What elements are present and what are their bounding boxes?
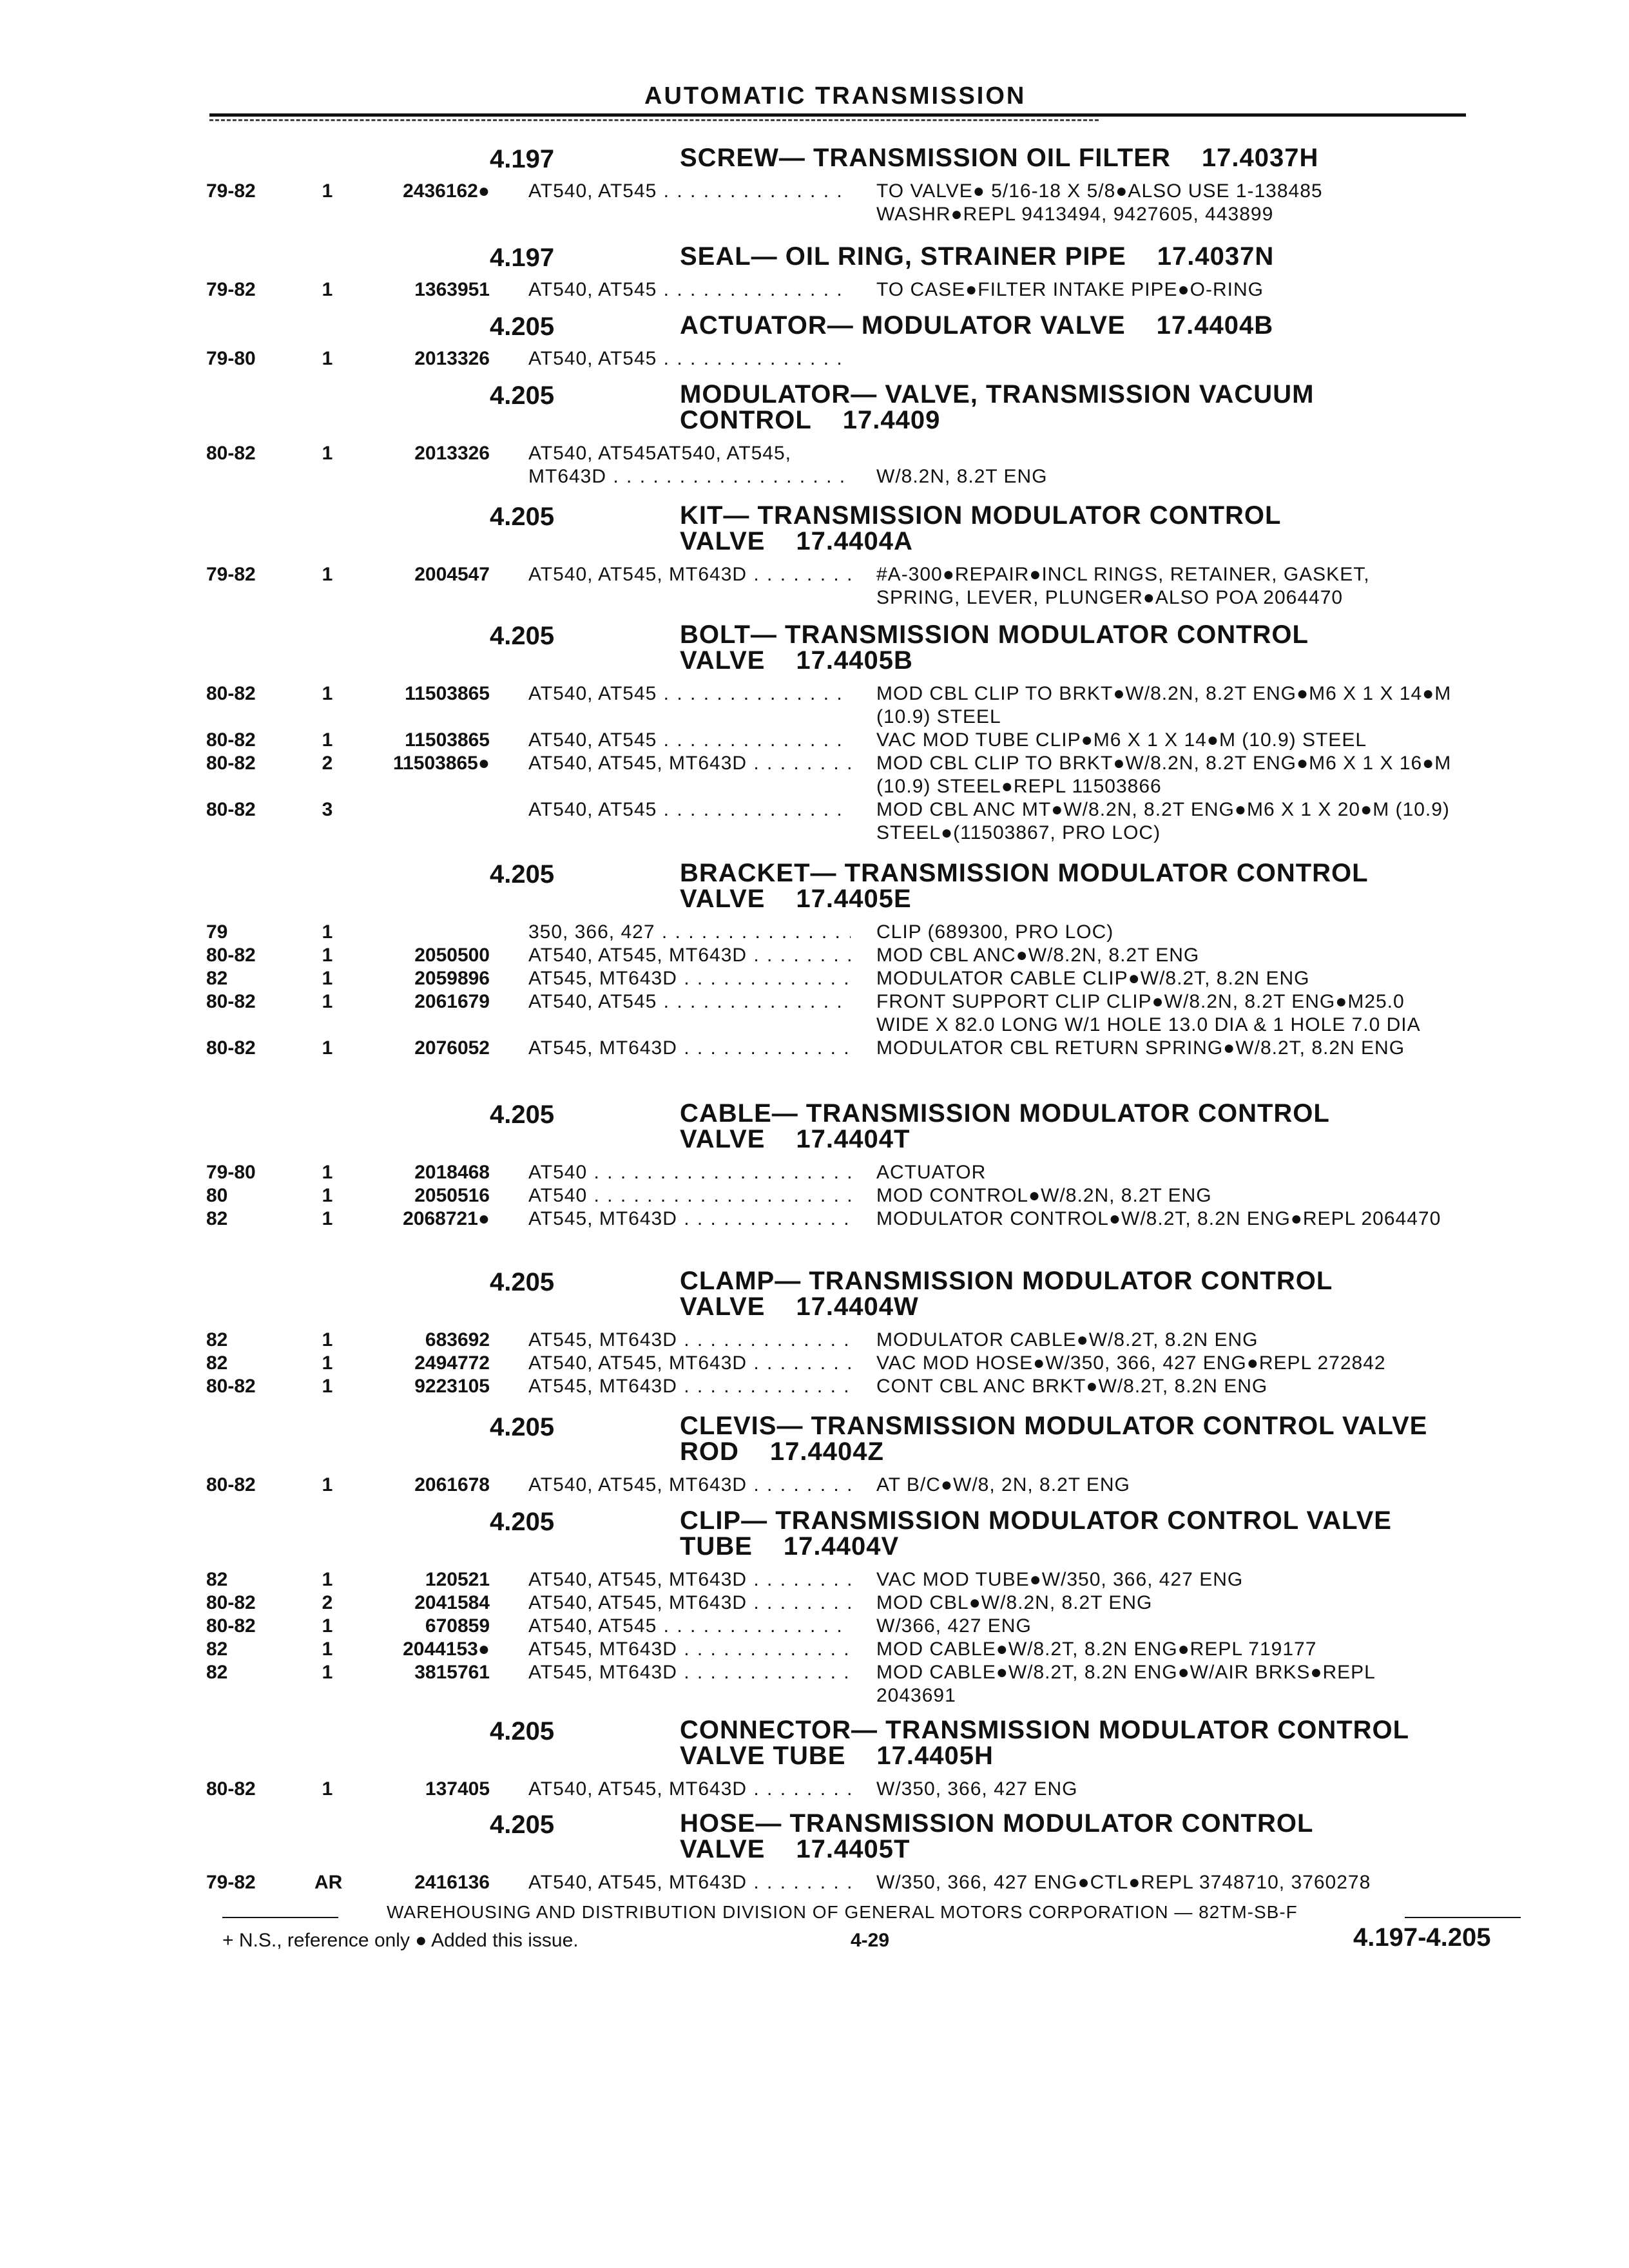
footer-text: WAREHOUSING AND DISTRIBUTION DIVISION OF GENERAL MOTORS CORPORATION — 82TM-SB-F [387, 1902, 1298, 1922]
table-row [206, 465, 1521, 488]
qty-cell: 1 [322, 991, 333, 1012]
model-cell: AT540, AT545, MT643D . . . [528, 752, 851, 775]
table-row [206, 1352, 1521, 1375]
qty-cell: 1 [322, 1615, 333, 1637]
description-cell: MOD CABLE●W/8.2T, 8.2N ENG●W/AIR BRKS●REPL 2043691 [876, 1662, 1375, 1706]
year-cell: 80-82 [206, 753, 256, 774]
qty-cell: 2 [322, 753, 333, 774]
section-header [206, 503, 1521, 554]
table-row [206, 921, 1521, 944]
part-number-cell: 2013326 [414, 348, 490, 369]
year-cell: 79 [206, 921, 228, 943]
model-cell: AT540, AT545 . . . [528, 278, 851, 302]
year-cell: 80-82 [206, 1592, 256, 1613]
section-title [680, 860, 1492, 912]
year-cell: 79-82 [206, 564, 256, 585]
section-title [680, 1413, 1492, 1465]
year-cell: 79-80 [206, 1162, 256, 1183]
table-row [206, 278, 1521, 302]
qty-cell: 1 [322, 1474, 333, 1495]
model-cell: AT540, AT545, MT643D . . . [528, 563, 851, 586]
year-cell: 79-80 [206, 348, 256, 369]
section [206, 381, 1521, 488]
section-code: 17.4404T [796, 1125, 911, 1153]
table-row [206, 682, 1521, 729]
part-number-cell: 1363951 [414, 279, 490, 300]
description-cell: MOD CBL ANC●W/8.2N, 8.2T ENG [876, 945, 1200, 966]
table-row [206, 990, 1521, 1037]
model-cell: AT540, AT545, MT643D . . . [528, 1568, 851, 1591]
section-header [206, 1508, 1521, 1559]
year-cell: 80-82 [206, 729, 256, 751]
part-number-cell: 2059896 [414, 968, 490, 989]
year-cell: 80-82 [206, 1474, 256, 1495]
section-rows [206, 278, 1521, 302]
description-cell: ACTUATOR [876, 1162, 987, 1183]
description-cell [876, 347, 1456, 370]
qty-cell: 1 [322, 443, 333, 464]
part-number-cell: 2044153● [403, 1639, 490, 1660]
section-title [680, 1268, 1492, 1320]
section-header [206, 1413, 1521, 1465]
table-row [206, 1329, 1521, 1352]
section-title-text: HOSE— TRANSMISSION MODULATOR CONTROL VALVE [680, 1809, 1313, 1863]
qty-cell: 1 [322, 1376, 333, 1397]
section-code: 17.4405T [796, 1835, 911, 1863]
qty-cell: 1 [322, 1208, 333, 1229]
table-row [206, 1615, 1521, 1638]
section [206, 1100, 1521, 1231]
section-header [206, 145, 1521, 171]
description-cell: MOD CBL ANC MT●W/8.2N, 8.2T ENG●M6 X 1 X 20●M (10.9) STEEL●(11503867, PRO LOC) [876, 799, 1450, 843]
table-row [206, 1638, 1521, 1661]
model-cell: AT540, AT545 . . . [528, 1615, 851, 1638]
part-number-cell: 120521 [425, 1569, 490, 1590]
header-rule [209, 113, 1466, 117]
model-cell: AT545, MT643D . . . [528, 1375, 851, 1398]
description-cell: MOD CBL●W/8.2N, 8.2T ENG [876, 1592, 1153, 1613]
model-cell: AT540, AT545AT540, AT545, [528, 443, 792, 464]
qty-cell: 1 [322, 1352, 333, 1374]
table-row [206, 967, 1521, 990]
page-number: 4-29 [851, 1930, 890, 1951]
qty-cell: 1 [322, 1778, 333, 1800]
section-code: 17.4405H [876, 1742, 994, 1770]
table-row [206, 1474, 1521, 1497]
legend: + N.S., reference only ● Added this issue. [222, 1930, 579, 1951]
description-cell: #A-300●REPAIR●INCL RINGS, RETAINER, GASKET, SPRING, LEVER, PLUNGER●ALSO POA 2064470 [876, 564, 1370, 608]
year-cell: 79-82 [206, 279, 256, 300]
section-number: 4.197 [490, 145, 555, 173]
year-cell: 80-82 [206, 443, 256, 464]
section-number: 4.205 [490, 622, 555, 650]
part-number-cell: 2416136 [414, 1872, 490, 1893]
model-cell: AT540, AT545 . . . [528, 990, 851, 1014]
table-row [206, 798, 1521, 845]
year-cell: 82 [206, 1208, 228, 1229]
description-cell: TO CASE●FILTER INTAKE PIPE●O-RING [876, 279, 1264, 300]
section-number: 4.205 [490, 1268, 555, 1296]
description-cell: W/350, 366, 427 ENG [876, 1778, 1078, 1800]
footer-rule-left [222, 1917, 338, 1918]
section-code: 17.4405B [796, 646, 913, 675]
section [206, 244, 1521, 302]
year-cell: 82 [206, 1569, 228, 1590]
description-cell: MODULATOR CBL RETURN SPRING●W/8.2T, 8.2N ENG [876, 1037, 1405, 1059]
description-cell: W/8.2N, 8.2T ENG [876, 466, 1048, 487]
qty-cell: 1 [322, 180, 333, 202]
description-cell: CONT CBL ANC BRKT●W/8.2T, 8.2N ENG [876, 1376, 1268, 1397]
section-rows [206, 180, 1521, 226]
model-cell: AT540, AT545, MT643D . . . [528, 1474, 851, 1497]
table-row [206, 1161, 1521, 1184]
qty-cell: 1 [322, 1162, 333, 1183]
qty-cell: 1 [322, 683, 333, 704]
page-range: 4.197-4.205 [1353, 1923, 1491, 1952]
section-rows [206, 1778, 1521, 1801]
year-cell: 80-82 [206, 799, 256, 820]
section-title-text: SEAL— OIL RING, STRAINER PIPE [680, 242, 1126, 271]
part-number-cell: 2076052 [414, 1037, 490, 1059]
table-row [206, 1184, 1521, 1207]
section-number: 4.205 [490, 503, 555, 531]
qty-cell: 1 [322, 348, 333, 369]
section-title-text: MODULATOR— VALVE, TRANSMISSION VACUUM CONTROL [680, 380, 1315, 434]
model-cell: AT545, MT643D . . . [528, 1661, 851, 1684]
model-cell: 350, 366, 427 . . . [528, 921, 851, 944]
qty-cell: AR [314, 1872, 343, 1893]
description-cell: VAC MOD TUBE●W/350, 366, 427 ENG [876, 1569, 1244, 1590]
model-cell: AT545, MT643D . . . [528, 1037, 851, 1060]
model-cell: AT540, AT545, MT643D . . . [528, 1778, 851, 1801]
table-row [206, 1871, 1521, 1894]
section-number: 4.205 [490, 1413, 555, 1441]
part-number-cell: 2004547 [414, 564, 490, 585]
section-header [206, 1100, 1521, 1152]
section-title-text: BRACKET— TRANSMISSION MODULATOR CONTROL VALVE [680, 859, 1368, 913]
section-title [680, 145, 1521, 171]
section-title [680, 312, 1521, 338]
part-number-cell: 2061679 [414, 991, 490, 1012]
table-row [206, 1037, 1521, 1060]
section [206, 1811, 1521, 1894]
table-row [206, 1568, 1521, 1591]
table-row [206, 1375, 1521, 1398]
year-cell: 80-82 [206, 1778, 256, 1800]
section-code: 17.4404Z [769, 1437, 884, 1466]
model-cell: AT540, AT545 . . . [528, 682, 851, 706]
table-row [206, 347, 1521, 370]
part-number-cell: 2041584 [414, 1592, 490, 1613]
description-cell: TO VALVE● 5/16-18 X 5/8●ALSO USE 1-138485 WASHR●REPL 9413494, 9427605, 443899 [876, 180, 1323, 225]
table-row [206, 1661, 1521, 1707]
part-number-cell: 2061678 [414, 1474, 490, 1495]
section-title [680, 244, 1521, 269]
qty-cell: 1 [322, 921, 333, 943]
section-header [206, 1268, 1521, 1320]
year-cell: 82 [206, 968, 228, 989]
model-cell: AT540, AT545, MT643D . . . [528, 944, 851, 967]
qty-cell: 1 [322, 1639, 333, 1660]
section-header [206, 242, 1521, 272]
year-cell: 80 [206, 1185, 228, 1206]
section-number: 4.205 [490, 1508, 555, 1536]
year-cell: 82 [206, 1662, 228, 1683]
description-cell [876, 442, 1456, 465]
section-title [680, 1508, 1492, 1559]
model-cell: AT545, MT643D . . . [528, 1207, 851, 1231]
section-number: 4.205 [490, 1811, 555, 1839]
section [206, 622, 1521, 845]
table-row [206, 944, 1521, 967]
qty-cell: 1 [322, 1569, 333, 1590]
part-number-cell: 2013326 [414, 443, 490, 464]
section-code: 17.4409 [842, 406, 941, 434]
section-rows [206, 1474, 1521, 1497]
section-title-text: SCREW— TRANSMISSION OIL FILTER [680, 144, 1171, 172]
model-cell: AT545, MT643D . . . [528, 1329, 851, 1352]
year-cell: 82 [206, 1639, 228, 1660]
section-title-text: BOLT— TRANSMISSION MODULATOR CONTROL VALVE [680, 620, 1309, 675]
model-cell: AT545, MT643D . . . [528, 1638, 851, 1661]
qty-cell: 1 [322, 729, 333, 751]
description-cell: MOD CABLE●W/8.2T, 8.2N ENG●REPL 719177 [876, 1639, 1317, 1660]
year-cell: 82 [206, 1329, 228, 1350]
part-number-cell: 3815761 [414, 1662, 490, 1683]
section-code: 17.4404A [796, 527, 913, 555]
part-number-cell: 11503865 [405, 729, 490, 751]
part-number-cell: 137405 [425, 1778, 490, 1800]
table-row [206, 1778, 1521, 1801]
section-number: 4.197 [490, 244, 555, 272]
description-cell: MODULATOR CONTROL●W/8.2T, 8.2N ENG●REPL 2064470 [876, 1208, 1441, 1229]
section-title [680, 1100, 1492, 1152]
model-cell: AT540, AT545 . . . [528, 180, 851, 203]
qty-cell: 1 [322, 279, 333, 300]
section [206, 1413, 1521, 1497]
description-cell: MOD CONTROL●W/8.2N, 8.2T ENG [876, 1185, 1212, 1206]
section-title-text: CLEVIS— TRANSMISSION MODULATOR CONTROL VALVE ROD [680, 1412, 1428, 1466]
table-row [206, 752, 1521, 798]
table-row [206, 1591, 1521, 1615]
section [206, 1717, 1521, 1801]
year-cell: 80-82 [206, 1376, 256, 1397]
qty-cell: 1 [322, 1037, 333, 1059]
table-row [206, 180, 1521, 226]
model-cell: AT540, AT545, MT643D . . . [528, 1352, 851, 1375]
table-row [206, 1207, 1521, 1231]
part-number-cell: 9223105 [414, 1376, 490, 1397]
section-code: 17.4404W [796, 1293, 919, 1321]
section-title [680, 503, 1492, 554]
description-cell: MOD CBL CLIP TO BRKT●W/8.2N, 8.2T ENG●M6 X 1 X 16●M (10.9) STEEL●REPL 11503866 [876, 753, 1452, 797]
description-cell: CLIP (689300, PRO LOC) [876, 921, 1114, 943]
model-cell: AT540 . . . [528, 1184, 851, 1207]
section-header [206, 1717, 1521, 1769]
section-title-text: CLIP— TRANSMISSION MODULATOR CONTROL VALVE TUBE [680, 1506, 1392, 1561]
model-cell: AT540, AT545 . . . [528, 798, 851, 822]
part-number-cell: 2018468 [414, 1162, 490, 1183]
description-cell: W/366, 427 ENG [876, 1615, 1032, 1637]
qty-cell: 3 [322, 799, 333, 820]
model-cell: AT540, AT545, MT643D . . . [528, 1871, 851, 1894]
qty-cell: 1 [322, 564, 333, 585]
section-rows [206, 1871, 1521, 1894]
part-number-cell: 2436162● [403, 180, 490, 202]
section-title [680, 381, 1492, 433]
year-cell: 80-82 [206, 683, 256, 704]
part-number-cell: 683692 [425, 1329, 490, 1350]
section-number: 4.205 [490, 1100, 555, 1129]
section-rows [206, 1568, 1521, 1707]
section-code: 17.4037H [1201, 144, 1319, 172]
model-cell: AT540 . . . [528, 1161, 851, 1184]
section-title [680, 1717, 1492, 1769]
section-rows [206, 563, 1521, 610]
section [206, 1268, 1521, 1398]
section-title [680, 622, 1492, 673]
year-cell: 80-82 [206, 991, 256, 1012]
section-code: 17.4404B [1156, 311, 1274, 340]
qty-cell: 2 [322, 1592, 333, 1613]
model-cell: AT540, AT545, MT643D . . . [528, 1591, 851, 1615]
section-rows [206, 682, 1521, 845]
section-number: 4.205 [490, 860, 555, 889]
section-rows [206, 1161, 1521, 1231]
qty-cell: 1 [322, 968, 333, 989]
description-cell: AT B/C●W/8, 2N, 8.2T ENG [876, 1474, 1130, 1495]
qty-cell: 1 [322, 945, 333, 966]
part-number-cell: 2050516 [414, 1185, 490, 1206]
section-header [206, 1811, 1521, 1862]
description-cell: MODULATOR CABLE●W/8.2T, 8.2N ENG [876, 1329, 1258, 1350]
section [206, 145, 1521, 226]
description-cell: FRONT SUPPORT CLIP CLIP●W/8.2N, 8.2T ENG●M25.0 WIDE X 82.0 LONG W/1 HOLE 13.0 DIA & 1 HOLE 7.0 DIA [876, 991, 1421, 1035]
section-code: 17.4404V [783, 1532, 900, 1561]
section-code: 17.4037N [1157, 242, 1275, 271]
section-header [206, 860, 1521, 912]
header-rule-dashed [209, 119, 1099, 121]
section-title-text: ACTUATOR— MODULATOR VALVE [680, 311, 1126, 340]
description-cell: MODULATOR CABLE CLIP●W/8.2T, 8.2N ENG [876, 968, 1310, 989]
part-number-cell: 11503865 [405, 683, 490, 704]
section-code: 17.4405E [796, 885, 912, 913]
section-rows [206, 442, 1521, 488]
model-cell: MT643D . . . [528, 465, 851, 488]
qty-cell: 1 [322, 1329, 333, 1350]
section-number: 4.205 [490, 312, 555, 341]
section [206, 860, 1521, 1060]
part-number-cell: 11503865● [393, 753, 490, 774]
section-header [206, 622, 1521, 673]
section-rows [206, 347, 1521, 370]
page-title: AUTOMATIC TRANSMISSION [644, 82, 1027, 110]
section [206, 1508, 1521, 1707]
part-number-cell: 2068721● [403, 1208, 490, 1229]
part-number-cell: 670859 [425, 1615, 490, 1637]
section [206, 503, 1521, 610]
section-title-text: CLAMP— TRANSMISSION MODULATOR CONTROL VALVE [680, 1267, 1333, 1321]
table-row [206, 442, 1521, 465]
part-number-cell: 2494772 [414, 1352, 490, 1374]
section [206, 312, 1521, 370]
section-rows [206, 921, 1521, 1060]
description-cell: VAC MOD TUBE CLIP●M6 X 1 X 14●M (10.9) STEEL [876, 729, 1367, 751]
qty-cell: 1 [322, 1662, 333, 1683]
table-row [206, 729, 1521, 752]
model-cell: AT540, AT545 . . . [528, 347, 851, 370]
part-number-cell: 2050500 [414, 945, 490, 966]
description-cell: W/350, 366, 427 ENG●CTL●REPL 3748710, 3760278 [876, 1872, 1371, 1893]
section-header [206, 311, 1521, 341]
model-cell: AT545, MT643D . . . [528, 967, 851, 990]
year-cell: 80-82 [206, 1615, 256, 1637]
section-rows [206, 1329, 1521, 1398]
section-title-text: CABLE— TRANSMISSION MODULATOR CONTROL VALVE [680, 1099, 1330, 1153]
section-title [680, 1811, 1492, 1862]
year-cell: 80-82 [206, 945, 256, 966]
table-row [206, 563, 1521, 610]
year-cell: 82 [206, 1352, 228, 1374]
year-cell: 79-82 [206, 1872, 256, 1893]
section-number: 4.205 [490, 1717, 555, 1745]
description-cell: VAC MOD HOSE●W/350, 366, 427 ENG●REPL 272842 [876, 1352, 1386, 1374]
qty-cell: 1 [322, 1185, 333, 1206]
section-header [206, 381, 1521, 433]
section-number: 4.205 [490, 381, 555, 410]
year-cell: 80-82 [206, 1037, 256, 1059]
section-title-text: KIT— TRANSMISSION MODULATOR CONTROL VALVE [680, 501, 1281, 555]
section-title-text: CONNECTOR— TRANSMISSION MODULATOR CONTROL VALVE TUBE [680, 1716, 1409, 1770]
footer-rule-right [1405, 1917, 1521, 1918]
model-cell: AT540, AT545 . . . [528, 729, 851, 752]
year-cell: 79-82 [206, 180, 256, 202]
description-cell: MOD CBL CLIP TO BRKT●W/8.2N, 8.2T ENG●M6 X 1 X 14●M (10.9) STEEL [876, 683, 1452, 727]
